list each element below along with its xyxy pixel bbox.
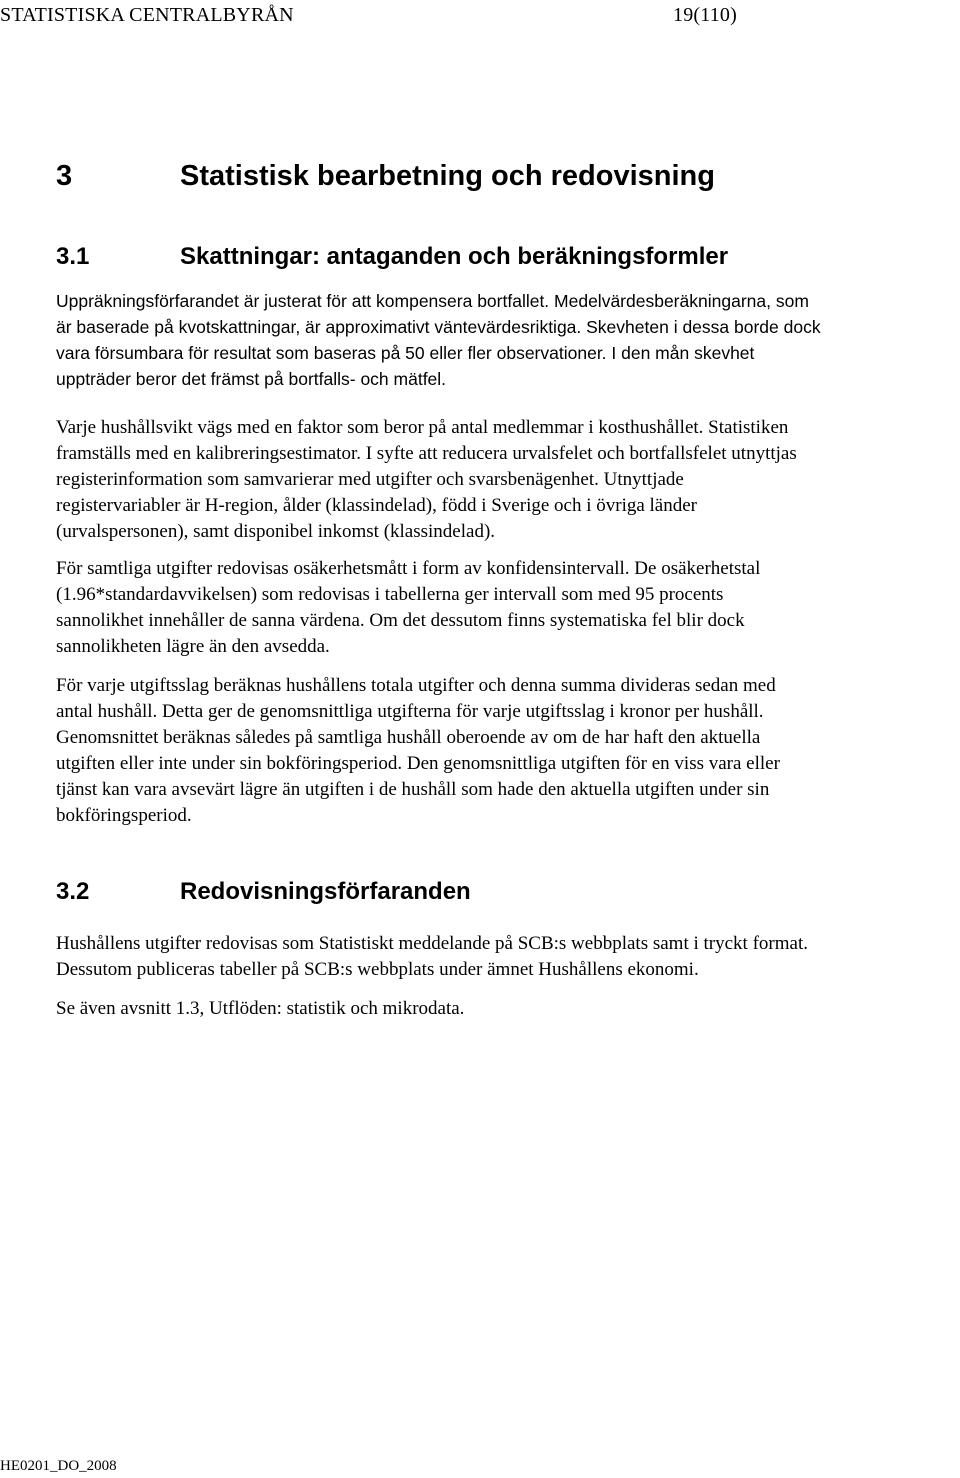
paragraph-line: Uppräkningsförfarandet är justerat för att kompensera bortfallet. Medelvärdesberäkningarna, som xyxy=(56,291,809,311)
paragraph-line: För varje utgiftsslag beräknas hushållens totala utgifter och denna summa divideras sedan med xyxy=(56,675,776,696)
paragraph-line: uppträder beror det främst på bortfalls- och mätfel. xyxy=(56,369,447,389)
section-3-number: 3 xyxy=(56,160,73,192)
document-code: HE0201_DO_2008 xyxy=(0,1458,117,1474)
paragraph-line: (urvalspersonen), samt disponibel inkomst (klassindelad). xyxy=(56,521,496,542)
paragraph-line: sannolikhet innehåller de sanna värdena. Om det dessutom finns systematiska fel blir dock xyxy=(56,610,745,631)
paragraph-line: antal hushåll. Detta ger de genomsnittliga utgifterna för varje utgiftsslag i kronor per hushåll. xyxy=(56,701,764,722)
paragraph-weighting xyxy=(56,415,960,545)
paragraph-line: Se även avsnitt 1.3, Utflöden: statistik och mikrodata. xyxy=(56,998,465,1019)
section-3-1-heading xyxy=(56,243,729,271)
paragraph-line: sannolikheten lägre än den avsedda. xyxy=(56,636,330,657)
section-3-1-number: 3.1 xyxy=(56,243,90,270)
paragraph-line: Varje hushållsvikt vägs med en faktor som beror på antal medlemmar i kosthushållet. Statistiken xyxy=(56,417,789,438)
paragraph-confidence-intervals xyxy=(56,556,960,660)
paragraph-line: För samtliga utgifter redovisas osäkerhetsmått i form av konfidensintervall. De osäkerhetstal xyxy=(56,558,761,579)
section-3-2-title: Redovisningsförfaranden xyxy=(180,878,471,905)
section-3-2-number: 3.2 xyxy=(56,878,90,905)
section-3-title: Statistisk bearbetning och redovisning xyxy=(180,160,715,192)
paragraph-bias xyxy=(56,288,960,392)
paragraph-line: är baserade på kvotskattningar, är approximativt väntevärdesriktiga. Skevheten i dessa borde dock xyxy=(56,317,821,337)
paragraph-line: registerinformation som samvarierar med utgifter och svarsbenägenhet. Utnyttjade xyxy=(56,469,684,490)
page-header xyxy=(0,4,960,34)
paragraph-line: framställs med en kalibreringsestimator. I syfte att reducera urvalsfelet och bortfallsfelet utnyttjas xyxy=(56,443,797,464)
section-3-1-title: Skattningar: antaganden och beräkningsformler xyxy=(180,243,729,270)
paragraph-line: bokföringsperiod. xyxy=(56,805,192,826)
paragraph-publication xyxy=(56,931,960,983)
paragraph-line: Genomsnittet beräknas således på samtliga hushåll oberoende av om de har haft den aktuella xyxy=(56,727,761,748)
paragraph-see-also xyxy=(56,996,960,1022)
paragraph-line: tjänst kan vara avsevärt lägre än utgiften i de hushåll som hade den aktuella utgiften under sin xyxy=(56,779,770,800)
organization-name: STATISTISKA CENTRALBYRÅN xyxy=(0,4,294,26)
section-3-heading xyxy=(56,160,715,193)
paragraph-line: (1.96*standardavvikelsen) som redovisas i tabellerna ger intervall som med 95 procents xyxy=(56,584,724,605)
paragraph-line: Dessutom publiceras tabeller på SCB:s webbplats under ämnet Hushållens ekonomi. xyxy=(56,959,699,980)
paragraph-line: utgiften eller inte under sin bokföringsperiod. Den genomsnittliga utgiften för en viss vara eller xyxy=(56,753,780,774)
paragraph-line: vara försumbara för resultat som baseras på 50 eller fler observationer. I den mån skevhet xyxy=(56,343,755,363)
section-3-2-heading xyxy=(56,878,471,906)
paragraph-line: Hushållens utgifter redovisas som Statistiskt meddelande på SCB:s webbplats samt i tryckt format. xyxy=(56,933,808,954)
paragraph-averages xyxy=(56,673,960,829)
page-number: 19(110) xyxy=(673,4,737,26)
paragraph-line: registervariabler är H-region, ålder (klassindelad), född i Sverige och i övriga länder xyxy=(56,495,697,516)
